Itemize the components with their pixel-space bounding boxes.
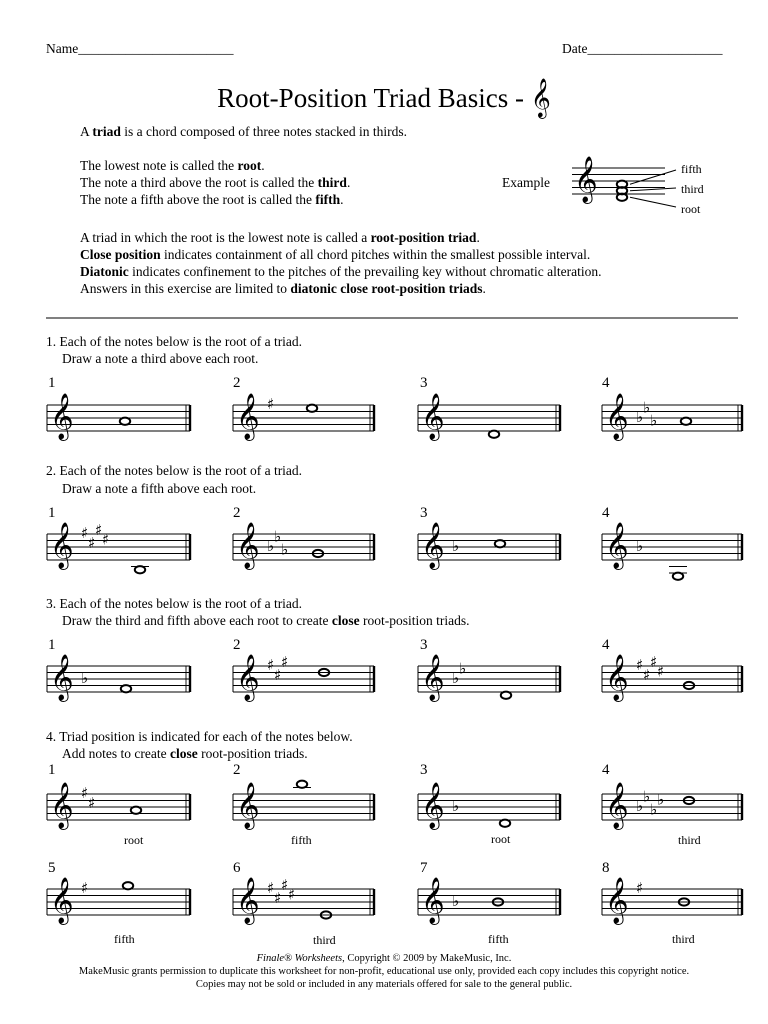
position-label-1: root	[124, 833, 144, 847]
flat-icon: ♭	[636, 408, 644, 426]
sharp-icon: ♯	[81, 879, 89, 897]
treble-clef-icon: 𝄞	[236, 654, 260, 701]
staff-number-q1-1: 1	[48, 375, 56, 391]
flat-icon: ♭	[81, 669, 89, 687]
close-position-definition: Close position indicates containment of all chord pitches within the smallest possible interval.	[80, 247, 591, 262]
treble-clef-icon: 𝄞	[605, 654, 629, 701]
flat-icon: ♭	[452, 537, 460, 555]
sharp-icon: ♯	[281, 875, 289, 894]
staff-number-q4-8: 8	[602, 860, 610, 876]
flat-icon: ♭	[452, 797, 460, 815]
position-label-3: root	[491, 832, 511, 846]
root-note-3-3	[501, 692, 511, 699]
flat-icon: ♭	[650, 800, 658, 819]
root-note-2-1	[135, 566, 145, 573]
sharp-icon: ♯	[274, 665, 282, 684]
sharp-icon: ♯	[281, 652, 289, 671]
example-third-label: third	[681, 182, 704, 196]
staff-number-q3-3: 3	[420, 637, 428, 653]
treble-clef-icon: 𝄞	[605, 522, 629, 569]
copyright-line: Finale® Worksheets, Copyright © 2009 by MakeMusic, Inc.	[256, 953, 512, 964]
treble-clef-icon: 𝄞	[421, 782, 445, 829]
root-note-4-1	[131, 807, 141, 814]
treble-clef-icon: 𝄞	[236, 877, 260, 924]
treble-clef-icon: 𝄞	[421, 522, 445, 569]
staff-number-q1-4: 4	[602, 375, 610, 391]
sharp-icon: ♯	[95, 520, 103, 539]
root-note-2-3	[495, 540, 505, 547]
sharp-icon: ♯	[636, 656, 644, 674]
sharp-icon: ♯	[657, 662, 665, 681]
position-label-2: fifth	[291, 833, 312, 847]
sharp-icon: ♯	[650, 652, 658, 671]
q1-line1: 1. Each of the notes below is the root of a triad.	[46, 334, 303, 349]
example-root-label: root	[681, 202, 701, 216]
root-note-1-2	[307, 405, 317, 412]
sharp-icon: ♯	[81, 784, 89, 802]
staff-number-q3-1: 1	[48, 637, 56, 653]
flat-icon: ♭	[452, 892, 460, 910]
treble-clef-icon: 𝄞	[605, 877, 629, 924]
treble-clef-icon: 𝄞	[530, 78, 551, 118]
root-position-definition: A triad in which the root is the lowest note is called a root-position triad.	[80, 230, 480, 245]
flat-icon: ♭	[650, 411, 658, 430]
staff-number-q3-4: 4	[602, 637, 610, 653]
sharp-icon: ♯	[81, 524, 89, 542]
staff-number-q2-3: 3	[420, 505, 428, 521]
triad-definition: A triad is a chord composed of three notes stacked in thirds.	[80, 124, 407, 139]
sharp-icon: ♯	[274, 888, 282, 907]
treble-clef-icon: 𝄞	[574, 156, 598, 203]
sharp-icon: ♯	[267, 656, 275, 674]
staff-number-q3-2: 2	[233, 637, 241, 653]
sharp-icon: ♯	[102, 530, 110, 549]
treble-clef-icon: 𝄞	[236, 393, 260, 440]
flat-icon: ♭	[281, 540, 289, 559]
position-label-6: third	[313, 933, 336, 947]
sharp-icon: ♯	[267, 395, 275, 413]
root-note-2-4	[673, 573, 683, 580]
flat-icon: ♭	[657, 790, 665, 809]
root-note-1-3	[489, 431, 499, 438]
sale-restriction: Copies may not be sold or included in any materials offered for sale to the general public.	[195, 979, 573, 990]
name-field[interactable]: Name_______________________	[46, 41, 234, 56]
example-label: Example	[502, 175, 550, 190]
sharp-icon: ♯	[267, 879, 275, 897]
flat-icon: ♭	[636, 537, 644, 555]
fifth-definition: The note a fifth above the root is called the fifth.	[80, 192, 344, 207]
arrow-root	[630, 197, 676, 207]
date-field[interactable]: Date____________________	[562, 41, 723, 56]
q2-line1: 2. Each of the notes below is the root of a triad.	[46, 463, 303, 478]
root-note-5-1	[123, 882, 133, 889]
flat-icon: ♭	[459, 659, 467, 678]
sharp-icon: ♯	[88, 533, 96, 552]
q4-line2: Add notes to create close root-position triads.	[62, 746, 308, 761]
arrow-fifth	[630, 170, 676, 184]
root-note-4-3	[500, 820, 510, 827]
q4-line1: 4. Triad position is indicated for each of the notes below.	[46, 729, 353, 744]
staff-number-q2-4: 4	[602, 505, 610, 521]
staff-number-q4-4: 4	[602, 762, 610, 778]
sharp-icon: ♯	[88, 793, 96, 812]
root-note-3-1	[121, 685, 131, 692]
flat-icon: ♭	[452, 669, 460, 687]
position-label-7: fifth	[488, 932, 509, 946]
root-definition: The lowest note is called the root.	[80, 158, 265, 173]
treble-clef-icon: 𝄞	[50, 782, 74, 829]
third-definition: The note a third above the root is called the third.	[80, 175, 351, 190]
flat-icon: ♭	[643, 398, 651, 417]
flat-icon: ♭	[267, 537, 275, 555]
treble-clef-icon: 𝄞	[421, 877, 445, 924]
flat-icon: ♭	[274, 527, 282, 546]
treble-clef-icon: 𝄞	[605, 782, 629, 829]
example-fifth-label: fifth	[681, 162, 702, 176]
title-text: Root-Position Triad Basics -	[217, 83, 531, 113]
q2-line2: Draw a note a fifth above each root.	[62, 481, 257, 496]
treble-clef-icon: 𝄞	[50, 877, 74, 924]
treble-clef-icon: 𝄞	[421, 654, 445, 701]
flat-icon: ♭	[636, 797, 644, 815]
sharp-icon: ♯	[643, 665, 651, 684]
staff-number-q2-1: 1	[48, 505, 56, 521]
treble-clef-icon: 𝄞	[421, 393, 445, 440]
treble-clef-icon: 𝄞	[236, 522, 260, 569]
diatonic-definition: Diatonic indicates confinement to the pitches of the prevailing key without chromatic alteration.	[80, 264, 602, 279]
staff-number-q4-5: 5	[48, 860, 56, 876]
position-label-4: third	[678, 833, 701, 847]
sharp-icon: ♯	[636, 879, 644, 897]
q1-line2: Draw a note a third above each root.	[62, 351, 259, 366]
position-label-5: fifth	[114, 932, 135, 946]
staff-number-q4-7: 7	[420, 860, 428, 876]
arrow-third	[630, 188, 676, 191]
staff-number-q4-2: 2	[233, 762, 241, 778]
sharp-icon: ♯	[288, 885, 296, 904]
treble-clef-icon: 𝄞	[50, 654, 74, 701]
staff-number-q4-6: 6	[233, 860, 241, 876]
root-note-1-1	[120, 418, 130, 425]
position-label-8: third	[672, 932, 695, 946]
treble-clef-icon: 𝄞	[50, 522, 74, 569]
staff-number-q4-1: 1	[48, 762, 56, 778]
q3-line2: Draw the third and fifth above each root to create close root-position triads.	[62, 613, 470, 628]
staff-number-q1-2: 2	[233, 375, 241, 391]
treble-clef-icon: 𝄞	[605, 393, 629, 440]
treble-clef-icon: 𝄞	[236, 782, 260, 829]
permission-notice: MakeMusic grants permission to duplicate this worksheet for non-profit, educational use only, provided each copy includes this copyright notice.	[78, 966, 690, 977]
treble-clef-icon: 𝄞	[50, 393, 74, 440]
staff-number-q2-2: 2	[233, 505, 241, 521]
root-note-4-2	[297, 781, 307, 788]
staff-number-q1-3: 3	[420, 375, 428, 391]
flat-icon: ♭	[643, 787, 651, 806]
staff-number-q4-3: 3	[420, 762, 428, 778]
root-note-1-4	[681, 418, 691, 425]
q3-line1: 3. Each of the notes below is the root of a triad.	[46, 596, 303, 611]
answers-note: Answers in this exercise are limited to diatonic close root-position triads.	[80, 281, 486, 296]
